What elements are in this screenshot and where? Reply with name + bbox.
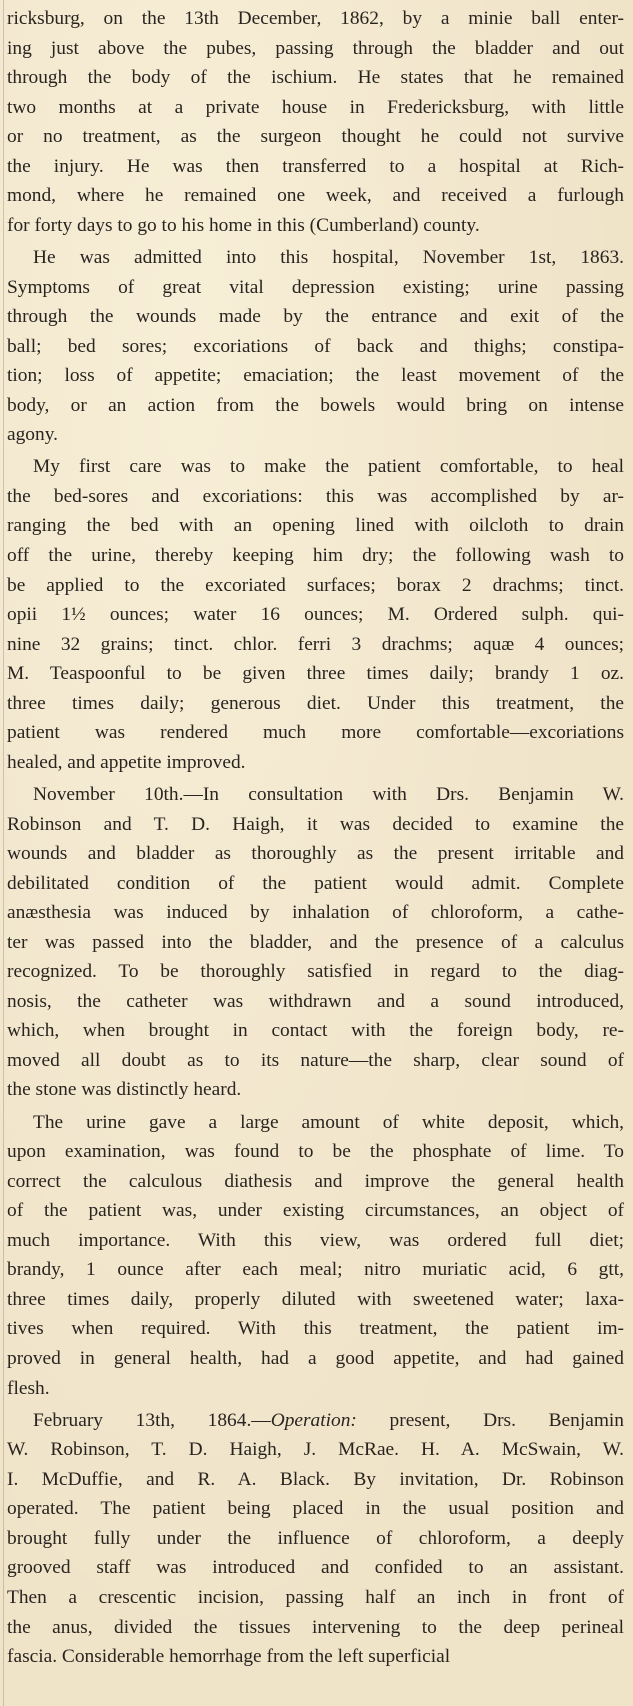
text-line: [7, 1406, 624, 1436]
text-line: debilitated condition of the patient would admit. Complete: [7, 872, 624, 894]
text-line: the anus, divided the tissues intervening to the deep perineal: [7, 1616, 624, 1638]
text-line: ter was passed into the bladder, and the presence of a calculus: [7, 931, 624, 953]
text-line: ing just above the pubes, passing through the bladder and out: [7, 37, 624, 59]
text-line: through the wounds made by the entrance and exit of the: [7, 306, 624, 328]
text-line: agony.: [7, 424, 58, 446]
text-line: the bed-sores and excoriations: this was accomplished by ar-: [7, 485, 624, 507]
text-line: through the body of the ischium. He states that he remained: [7, 67, 624, 89]
paragraph: [7, 243, 624, 450]
text-line: M. Teaspoonful to be given three times daily; brandy 1 oz.: [7, 663, 624, 685]
text-line: three times daily, properly diluted with sweetened water; laxa-: [7, 1288, 624, 1310]
text-line: much importance. With this view, was ordered full diet;: [7, 1229, 624, 1251]
text-line: He was admitted into this hospital, November 1st, 1863.: [33, 246, 624, 268]
text-line: which, when brought in contact with the foreign body, re-: [7, 1020, 624, 1042]
text-line: wounds and bladder as thoroughly as the present irritable and: [7, 843, 624, 865]
italic-run: Operation:: [270, 1409, 357, 1431]
text-line: recognized. To be thoroughly satisfied in regard to the diag-: [7, 961, 624, 983]
text-line: the injury. He was then transferred to a hospital at Rich-: [7, 155, 624, 177]
text-line: nine 32 grains; tinct. chlor. ferri 3 drachms; aquæ 4 ounces;: [7, 633, 624, 655]
text-line: anæsthesia was induced by inhalation of chloroform, a cathe-: [7, 902, 624, 924]
line-rest: present, Drs. Benjamin: [356, 1409, 624, 1431]
paragraph: [7, 4, 624, 240]
text-line: off the urine, thereby keeping him dry; the following wash to: [7, 545, 624, 567]
text-line: Then a crescentic incision, passing half an inch in front of: [7, 1586, 624, 1608]
text-line: operated. The patient being placed in the usual position and: [7, 1498, 624, 1520]
text-line: two months at a private house in Fredericksburg, with little: [7, 96, 624, 118]
paragraph: [7, 452, 624, 777]
text-line: correct the calculous diathesis and improve the general health: [7, 1170, 624, 1192]
text-line: I. McDuffie, and R. A. Black. By invitation, Dr. Robinson: [7, 1468, 624, 1490]
text-line: fascia. Considerable hemorrhage from the left superficial: [7, 1646, 451, 1668]
text-line: the stone was distinctly heard.: [7, 1079, 242, 1101]
text-line: brandy, 1 ounce after each meal; nitro muriatic acid, 6 gtt,: [7, 1259, 624, 1281]
text-line: moved all doubt as to its nature—the sharp, clear sound of: [7, 1049, 624, 1071]
column-rule: [3, 0, 4, 1706]
text-line: tion; loss of appetite; emaciation; the least movement of the: [7, 365, 624, 387]
article-body: [7, 4, 624, 1672]
text-line: mond, where he remained one week, and received a furlough: [7, 185, 624, 207]
text-line: of the patient was, under existing circumstances, an object of: [7, 1200, 624, 1222]
text-line: The urine gave a large amount of white deposit, which,: [33, 1111, 624, 1133]
text-line: or no treatment, as the surgeon thought he could not survive: [7, 126, 624, 148]
text-line: opii 1½ ounces; water 16 ounces; M. Ordered sulph. qui-: [7, 604, 624, 626]
line-lead: February 13th, 1864.—: [33, 1409, 271, 1431]
text-line: nosis, the catheter was withdrawn and a sound introduced,: [7, 990, 624, 1012]
text-line: Robinson and T. D. Haigh, it was decided to examine the: [7, 813, 624, 835]
text-line: November 10th.—In consultation with Drs. Benjamin W.: [33, 784, 624, 805]
paragraph: [7, 780, 624, 1105]
text-line: ricksburg, on the 13th December, 1862, by a minie ball enter-: [7, 8, 624, 29]
paragraph: [7, 1406, 624, 1672]
text-line: healed, and appetite improved.: [7, 751, 246, 773]
text-line: Symptoms of great vital depression existing; urine passing: [7, 276, 624, 298]
text-line: for forty days to go to his home in this (Cumberland) county.: [7, 214, 480, 236]
text-line: upon examination, was found to be the phosphate of lime. To: [7, 1141, 624, 1163]
text-line: be applied to the excoriated surfaces; borax 2 drachms; tinct.: [7, 574, 624, 596]
text-line: brought fully under the influence of chloroform, a deeply: [7, 1527, 624, 1549]
text-line: three times daily; generous diet. Under this treatment, the: [7, 692, 624, 714]
text-line: ranging the bed with an opening lined with oilcloth to drain: [7, 515, 624, 537]
text-line: ball; bed sores; excoriations of back and thighs; constipa-: [7, 335, 624, 357]
text-line: flesh.: [7, 1377, 50, 1399]
text-line: patient was rendered much more comfortable—excoriations: [7, 722, 624, 744]
text-line: My first care was to make the patient comfortable, to heal: [33, 456, 624, 478]
text-line: tives when required. With this treatment, the patient im-: [7, 1318, 624, 1340]
text-line: proved in general health, had a good appetite, and had gained: [7, 1347, 624, 1369]
text-line: body, or an action from the bowels would bring on intense: [7, 394, 624, 416]
paragraph: [7, 1108, 624, 1403]
text-line: W. Robinson, T. D. Haigh, J. McRae. H. A. McSwain, W.: [7, 1439, 624, 1461]
text-line: grooved staff was introduced and confided to an assistant.: [7, 1557, 624, 1579]
